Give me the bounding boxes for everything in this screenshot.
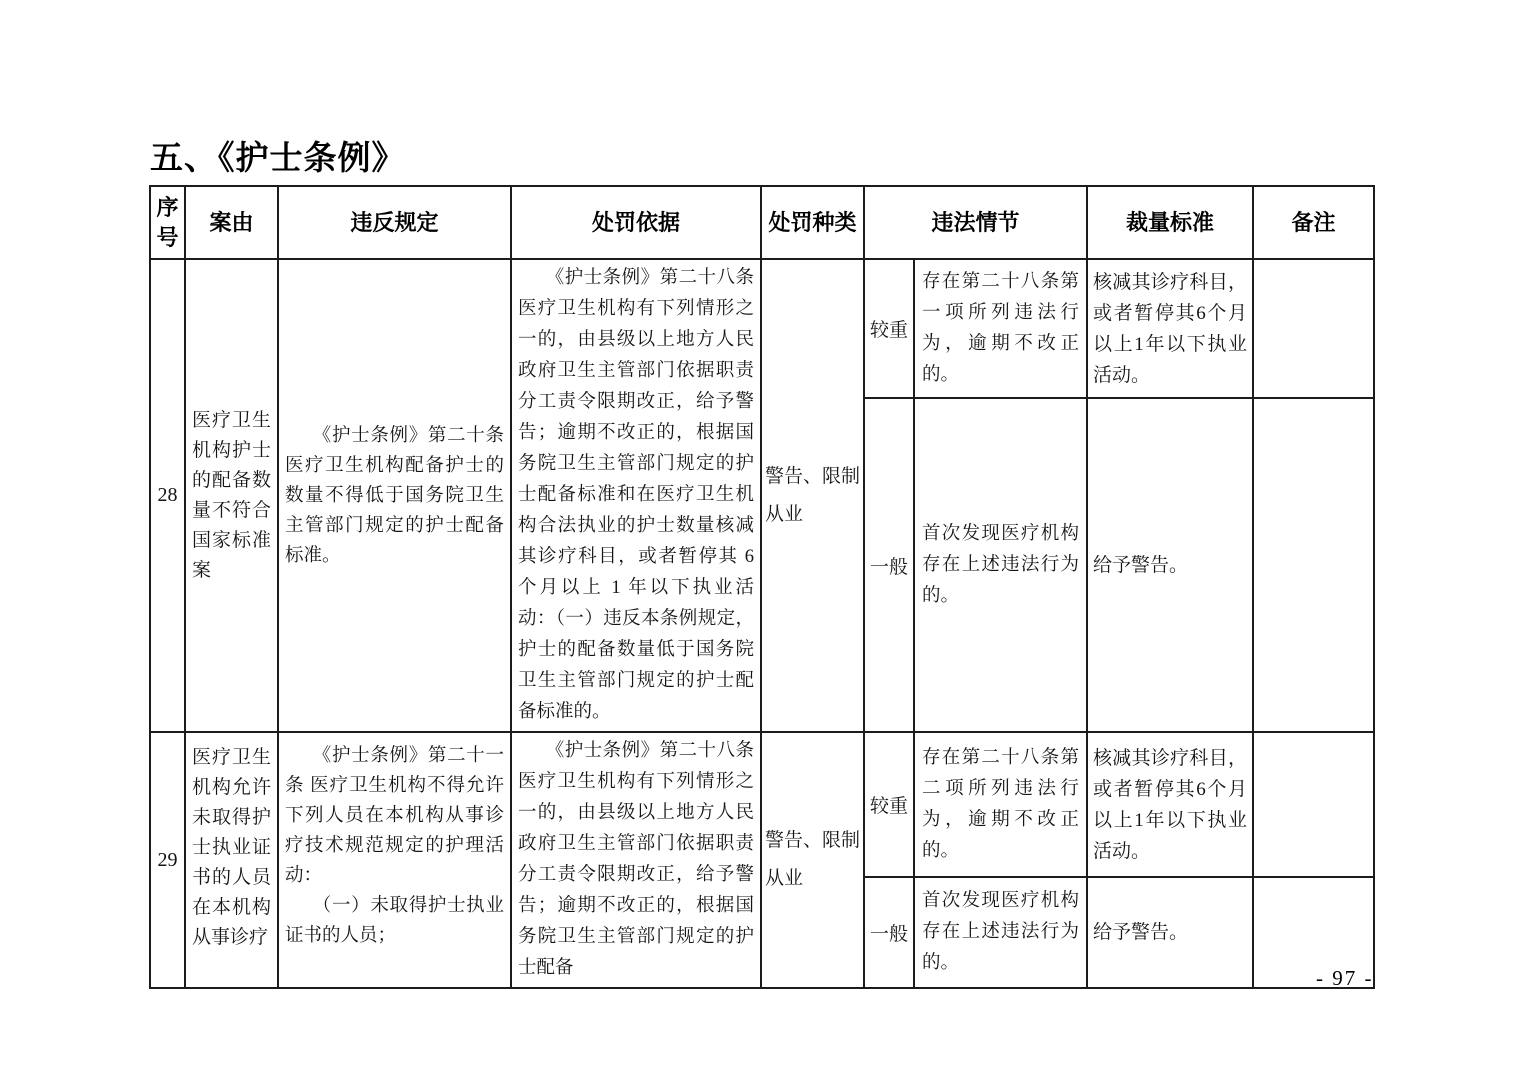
col-header-basis: 处罚依据 [511,186,761,259]
cell-penalty-type: 警告、限制从业 [761,259,864,732]
col-header-index: 序号 [150,186,185,259]
cell-cause: 医疗卫生机构护士的配备数量不符合国家标准案 [185,259,278,732]
cell-index: 28 [150,259,185,732]
basis-paragraph: 《护士条例》第二十八条 医疗卫生机构有下列情形之一的，由县级以上地方人民政府卫生主管部门依据职责分工责令限期改正，给予警告；逾期不改正的，根据国务院卫生主管部门规定的护士配备 [518,741,754,978]
table-row [150,259,1374,398]
cell-remark [1253,259,1374,398]
cell-cause: 医疗卫生机构允许未取得护士执业证书的人员在本机构从事诊疗 [185,732,278,988]
cell-standard: 给予警告。 [1087,398,1253,732]
cell-standard: 给予警告。 [1087,877,1253,988]
cell-severity: 较重 [864,732,914,877]
cell-severity: 一般 [864,398,914,732]
cell-basis [511,259,761,732]
page-title: 五、《护士条例》 [150,139,406,176]
col-header-circumstance: 违法情节 [864,186,1087,259]
cell-circumstance-desc: 存在第二十八条第一项所列违法行为，逾期不改正的。 [914,259,1087,398]
col-header-cause: 案由 [185,186,278,259]
cell-circumstance-desc: 存在第二十八条第二项所列违法行为，逾期不改正的。 [914,732,1087,877]
table-row [150,732,1374,877]
cell-violation [278,259,511,732]
cell-penalty-type: 警告、限制从业 [761,732,864,988]
basis-paragraph: 《护士条例》第二十八条 医疗卫生机构有下列情形之一的，由县级以上地方人民政府卫生主管部门依据职责分工责令限期改正，给予警告；逾期不改正的，根据国务院卫生主管部门规定的护士配备标准和在医疗卫生机构合法执业的护士数量核减其诊疗科目，或者暂停其 6 个月以上 1 年以下执业活动：（一）违反本条例规定，护士的配备数量低于国务院卫生主管部门规定的护士配备标准的。 [518,268,754,722]
table-header-row [150,186,1374,259]
col-header-penalty-type: 处罚种类 [761,186,864,259]
cell-standard: 核减其诊疗科目，或者暂停其6个月以上1年以下执业活动。 [1087,732,1253,877]
cell-severity: 较重 [864,259,914,398]
violation-paragraph: （一）未取得护士执业证书的人员； [285,896,504,946]
cell-severity: 一般 [864,877,914,988]
cell-remark [1253,732,1374,877]
violation-paragraph: 《护士条例》第二十条 医疗卫生机构配备护士的数量不得低于国务院卫生主管部门规定的护士配备标准。 [285,425,504,566]
cell-basis [511,732,761,988]
page-number: - 97 - [1316,966,1374,990]
cell-circumstance-desc: 首次发现医疗机构存在上述违法行为的。 [914,877,1087,988]
col-header-remark: 备注 [1253,186,1374,259]
cell-remark [1253,398,1374,732]
cell-circumstance-desc: 首次发现医疗机构存在上述违法行为的。 [914,398,1087,732]
col-header-standard: 裁量标准 [1087,186,1253,259]
cell-standard: 核减其诊疗科目，或者暂停其6个月以上1年以下执业活动。 [1087,259,1253,398]
cell-violation [278,732,511,988]
cell-index: 29 [150,732,185,988]
violation-paragraph: 《护士条例》第二十一条 医疗卫生机构不得允许下列人员在本机构从事诊疗技术规范规定的护理活动： [285,746,504,886]
col-header-violation: 违反规定 [278,186,511,259]
penalty-discretion-table [149,185,1375,989]
